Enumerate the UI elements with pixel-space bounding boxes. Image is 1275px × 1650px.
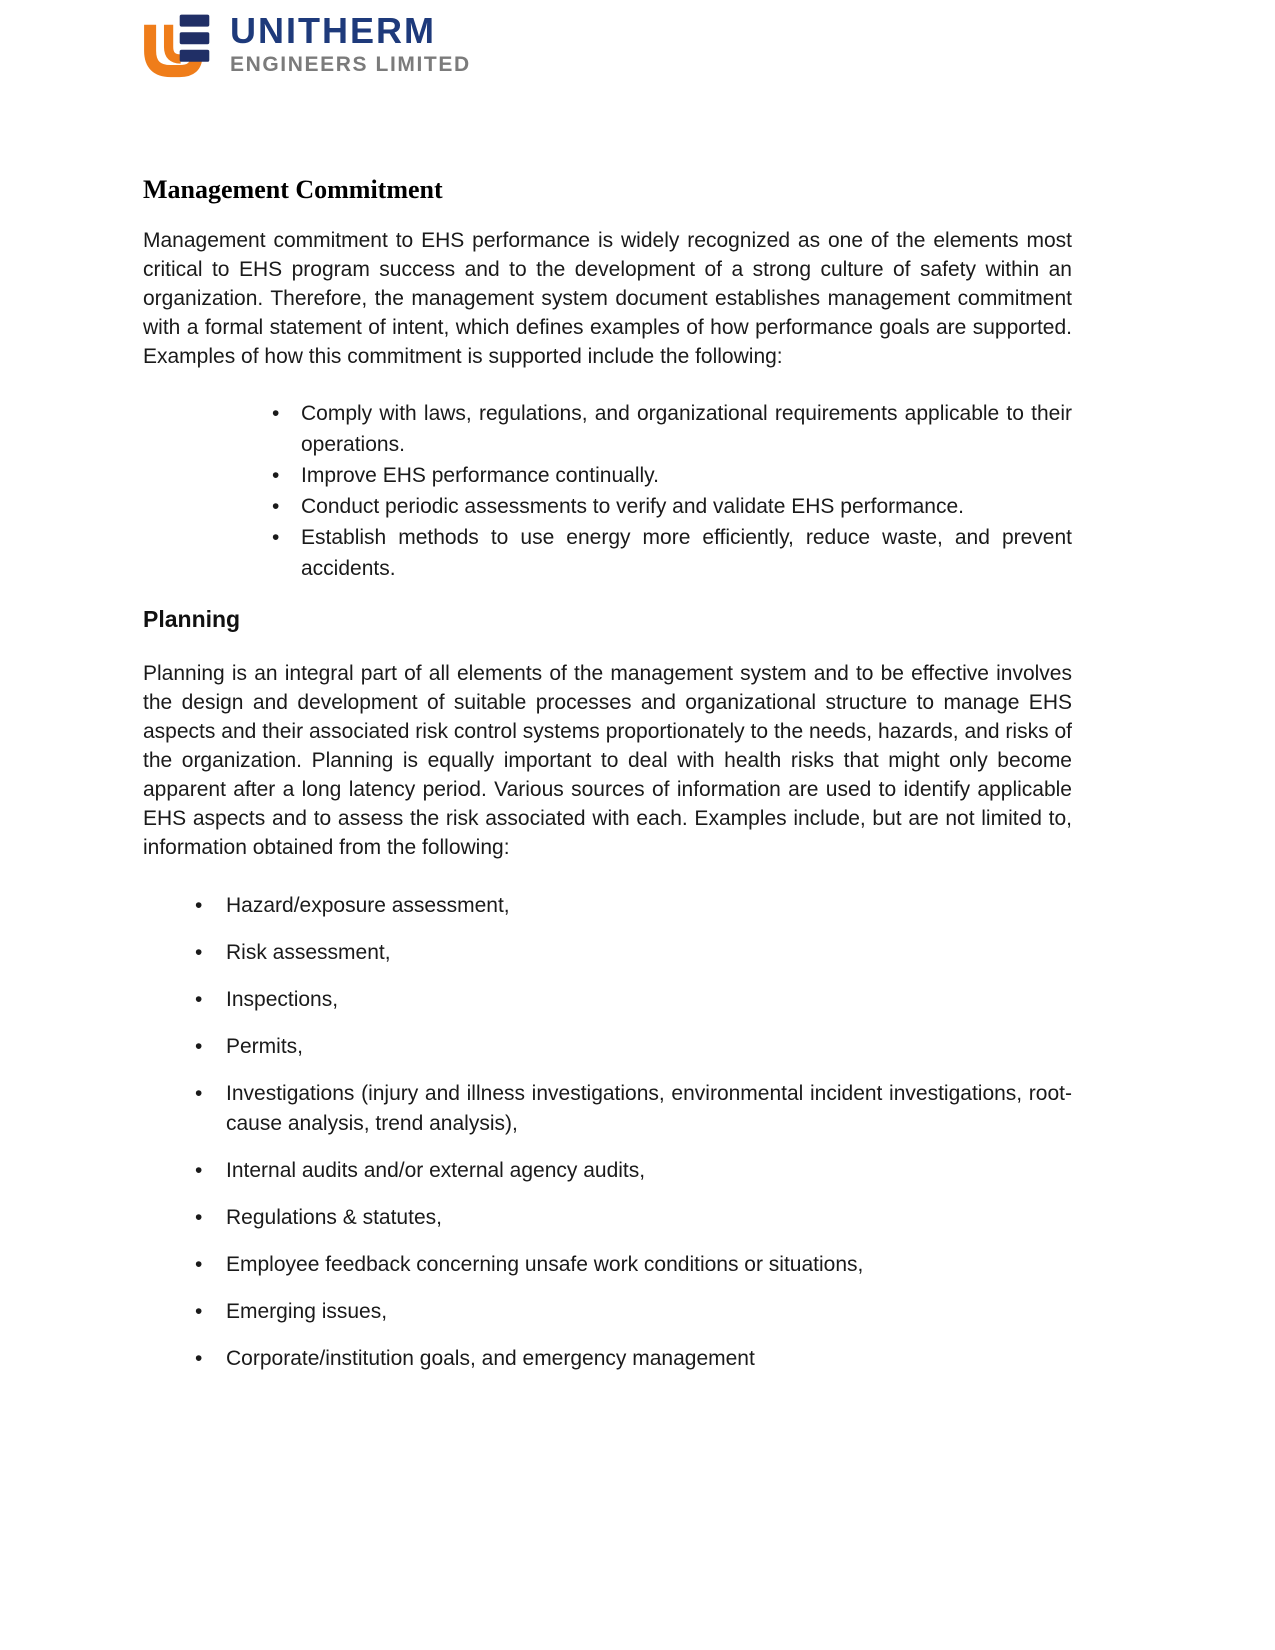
planning-bullet-list: [143, 891, 1072, 1374]
list-item: • Corporate/institution goals, and emergency management: [193, 1344, 1072, 1374]
section-heading-planning: Planning: [143, 606, 241, 632]
list-item: • Improve EHS performance continually.: [270, 460, 1072, 491]
list-item: • Hazard/exposure assessment,: [193, 891, 1072, 921]
logo-text-block: [230, 10, 471, 77]
list-item: • Investigations (injury and illness investigations, environmental incident investigations, root-cause analysis, trend analysis),: [193, 1079, 1072, 1139]
list-item: • Inspections,: [193, 985, 1072, 1015]
unitherm-monogram-icon: [135, 10, 217, 84]
list-item: • Establish methods to use energy more efficiently, reduce waste, and prevent accidents.: [270, 522, 1072, 584]
list-item: • Internal audits and/or external agency audits,: [193, 1156, 1072, 1186]
section-heading-management-commitment: Management Commitment: [143, 175, 443, 204]
list-item: • Emerging issues,: [193, 1297, 1072, 1327]
list-item: • Employee feedback concerning unsafe work conditions or situations,: [193, 1250, 1072, 1280]
list-item: • Comply with laws, regulations, and organizational requirements applicable to their operations.: [270, 398, 1072, 460]
list-item: • Risk assessment,: [193, 938, 1072, 968]
document-body: [143, 176, 1072, 1391]
company-subtitle: ENGINEERS LIMITED: [230, 53, 471, 76]
management-commitment-paragraph: Management commitment to EHS performance is widely recognized as one of the elements most critical to EHS program success and to the development of a strong culture of safety within an organization. Therefore, the management system document establishes management commitment with a formal statement of intent, which defines examples of how performance goals are supported. Examples of how this commitment is supported include the following:: [143, 229, 1072, 368]
list-item: • Regulations & statutes,: [193, 1203, 1072, 1233]
planning-paragraph: Planning is an integral part of all elements of the management system and to be effective involves the design and development of suitable processes and organizational structure to manage EHS aspects and their associated risk control systems proportionately to the needs, hazards, and risks of the organization. Planning is equally important to deal with health risks that might only become apparent after a long latency period. Various sources of information are used to identify applicable EHS aspects and to assess the risk associated with each. Examples include, but are not limited to, information obtained from the following:: [143, 662, 1072, 859]
list-item: • Conduct periodic assessments to verify and validate EHS performance.: [270, 491, 1072, 522]
commitment-bullet-list: [143, 398, 1072, 584]
company-logo: [135, 10, 471, 84]
list-item: • Permits,: [193, 1032, 1072, 1062]
company-name: UNITHERM: [230, 10, 436, 51]
